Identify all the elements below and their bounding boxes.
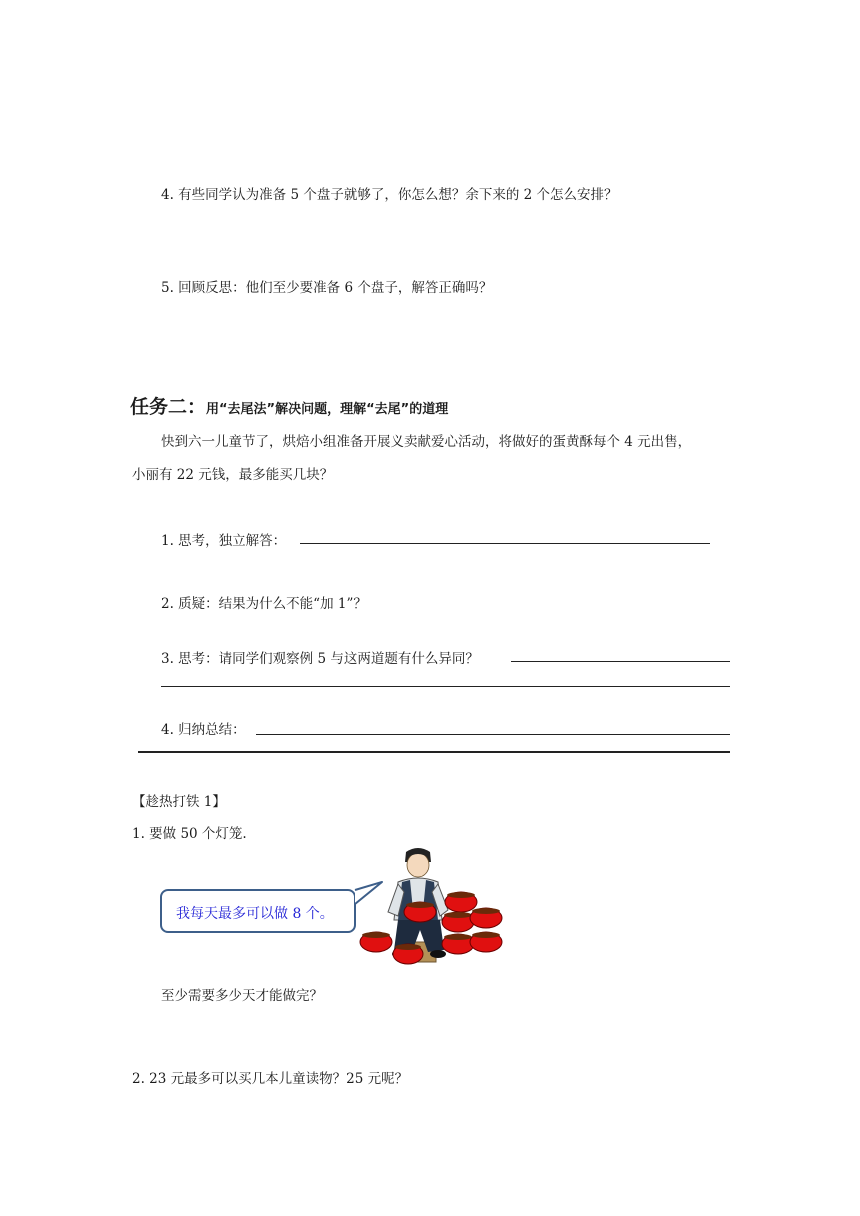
practice-item-2: 2. 23 元最多可以买几本儿童读物？25 元呢？ [132, 1071, 409, 1087]
answer-line-3b[interactable] [161, 686, 730, 687]
speech-bubble-text: 我每天最多可以做 8 个。 [176, 906, 334, 922]
question-4: 4. 有些同学认为准备 5 个盘子就够了，你怎么想？余下来的 2 个怎么安排？ [161, 187, 618, 203]
task2-question-1: 1. 思考，独立解答： [161, 533, 287, 549]
section-divider [138, 751, 730, 753]
task-2-subtitle: 用“去尾法”解决问题，理解“去尾”的道理 [206, 402, 449, 417]
task2-question-2: 2. 质疑：结果为什么不能“加 1”？ [161, 596, 367, 612]
task-2-heading [130, 392, 448, 419]
practice-item-1-question: 至少需要多少天才能做完？ [161, 988, 323, 1004]
problem-line-1: 快到六一儿童节了，烘焙小组准备开展义卖献爱心活动，将做好的蛋黄酥每个 4 元出售， [161, 434, 692, 450]
answer-line-3a[interactable] [511, 661, 730, 662]
question-5: 5. 回顾反思：他们至少要准备 6 个盘子，解答正确吗？ [161, 280, 493, 296]
task-2-title: 任务二： [130, 396, 207, 418]
practice-item-1: 1. 要做 50 个灯笼. [132, 826, 247, 842]
answer-line-1[interactable] [300, 543, 710, 544]
speech-bubble [160, 889, 356, 933]
answer-line-4[interactable] [256, 734, 730, 735]
man-making-lanterns-icon [358, 846, 506, 970]
task2-question-4: 4. 归纳总结： [161, 722, 246, 738]
task2-question-3: 3. 思考：请同学们观察例 5 与这两道题有什么异同？ [161, 651, 479, 667]
practice-heading: 【趁热打铁 1】 [132, 794, 226, 810]
problem-line-2: 小丽有 22 元钱，最多能买几块？ [132, 467, 334, 483]
